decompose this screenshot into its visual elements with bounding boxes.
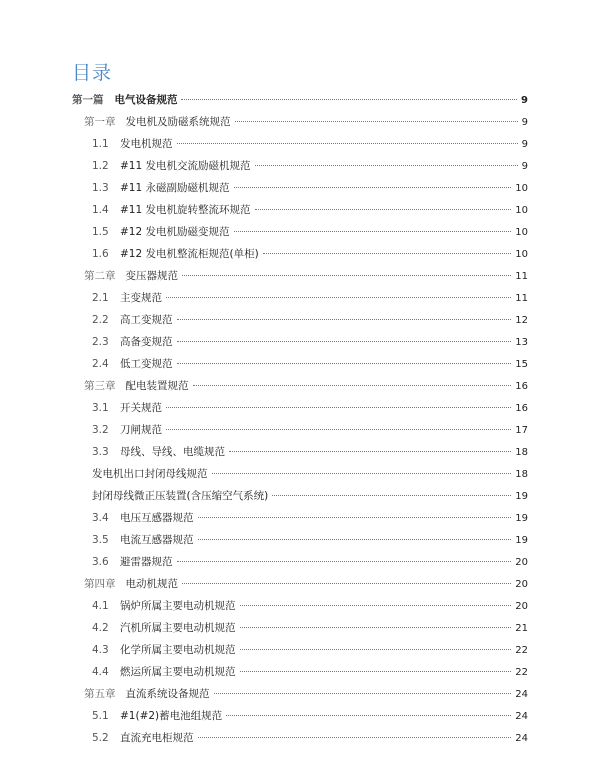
toc-entry-number: 第一篇: [72, 94, 104, 106]
toc-entry[interactable]: [92, 290, 528, 306]
toc-entry-text: 电流互感器规范: [120, 534, 194, 546]
leader-dots: [240, 671, 512, 672]
toc-entry[interactable]: [72, 92, 528, 108]
toc-entry-number: 3.2: [92, 424, 109, 436]
toc-entry-text: 封闭母线微正压装置(含压缩空气系统): [92, 490, 269, 502]
toc-entry-page: 9: [521, 95, 528, 106]
toc-entry-number: 第二章: [84, 270, 116, 282]
toc-entry-text: 高备变规范: [120, 336, 173, 348]
toc-entry[interactable]: [84, 686, 528, 702]
toc-entry-page: 10: [515, 249, 528, 260]
toc-entry[interactable]: [92, 136, 528, 152]
toc-entry[interactable]: [92, 312, 528, 328]
leader-dots: [193, 385, 512, 386]
leader-dots: [177, 341, 512, 342]
toc-entry-page: 24: [515, 733, 528, 744]
toc-entry-text: #1(#2)蓄电池组规范: [120, 710, 223, 722]
toc-entry-text: #11 发电机旋转整流环规范: [120, 204, 251, 216]
toc-entry[interactable]: [92, 180, 528, 196]
toc-entry-page: 11: [515, 293, 528, 304]
leader-dots: [212, 473, 512, 474]
toc-entry-page: 24: [515, 711, 528, 722]
toc-entry-number: 3.4: [92, 512, 109, 524]
toc-entry-page: 21: [515, 623, 528, 634]
toc-entry-page: 17: [515, 425, 528, 436]
toc-entry-text: 汽机所属主要电动机规范: [120, 622, 236, 634]
toc-entry[interactable]: [92, 422, 528, 438]
toc-entry-page: 10: [515, 227, 528, 238]
toc-entry-number: 2.3: [92, 336, 109, 348]
toc-entry[interactable]: [92, 532, 528, 548]
toc-entry-number: 第三章: [84, 380, 116, 392]
toc-entry-text: #11 发电机交流励磁机规范: [120, 160, 251, 172]
toc-entry-number: 1.6: [92, 248, 109, 260]
leader-dots: [263, 253, 512, 254]
toc-entry-text: #12 发电机整流柜规范(单柜): [120, 248, 259, 260]
toc-entry-text: 避雷器规范: [120, 556, 173, 568]
toc-entry-number: 第一章: [84, 116, 116, 128]
toc-entry[interactable]: [92, 554, 528, 570]
toc-entry-number: 2.1: [92, 292, 109, 304]
toc-entry-page: 13: [515, 337, 528, 348]
leader-dots: [181, 99, 517, 100]
toc-entry[interactable]: [92, 620, 528, 636]
toc-entry-page: 20: [515, 557, 528, 568]
leader-dots: [240, 627, 512, 628]
toc-entry[interactable]: [92, 708, 528, 724]
toc-entry-page: 19: [515, 491, 528, 502]
toc-entry-number: 5.1: [92, 710, 109, 722]
toc-entry[interactable]: [92, 356, 528, 372]
toc-entry-page: 10: [515, 205, 528, 216]
toc-entry-page: 20: [515, 579, 528, 590]
toc-entry-text: 直流系统设备规范: [125, 688, 210, 700]
toc-entry-number: 2.4: [92, 358, 109, 370]
leader-dots: [182, 275, 511, 276]
toc-entry-page: 24: [515, 689, 528, 700]
toc-entry-text: 配电装置规范: [125, 380, 189, 392]
toc-entry-number: 1.3: [92, 182, 109, 194]
toc-entry[interactable]: [92, 598, 528, 614]
toc-entry-page: 16: [515, 381, 528, 392]
toc-entry-number: 4.4: [92, 666, 109, 678]
toc-entry-text: 燃运所属主要电动机规范: [120, 666, 236, 678]
leader-dots: [235, 121, 518, 122]
toc-entry-text: 发电机规范: [120, 138, 173, 150]
toc-entry-text: #12 发电机励磁变规范: [120, 226, 230, 238]
toc-entry-text: 低工变规范: [120, 358, 173, 370]
toc-entry-page: 15: [515, 359, 528, 370]
toc-entry-text: 直流充电柜规范: [120, 732, 194, 744]
toc-entry-number: 3.6: [92, 556, 109, 568]
leader-dots: [240, 649, 512, 650]
toc-entry-text: 刀闸规范: [120, 424, 162, 436]
toc-entry[interactable]: [84, 114, 528, 130]
toc-entry[interactable]: [92, 444, 528, 460]
toc-entry[interactable]: [92, 224, 528, 240]
leader-dots: [166, 407, 511, 408]
leader-dots: [182, 583, 511, 584]
toc-entry-number: 1.4: [92, 204, 109, 216]
leader-dots: [240, 605, 512, 606]
leader-dots: [214, 693, 512, 694]
toc-entry-number: 3.5: [92, 534, 109, 546]
leader-dots: [234, 187, 512, 188]
toc-entry-text: 电压互感器规范: [120, 512, 194, 524]
toc-entry-page: 22: [515, 667, 528, 678]
toc-entry[interactable]: [84, 378, 528, 394]
toc-entry[interactable]: [92, 466, 528, 482]
leader-dots: [198, 539, 512, 540]
leader-dots: [177, 363, 512, 364]
toc-entry-text: 锅炉所属主要电动机规范: [120, 600, 236, 612]
toc-entry-text: 变压器规范: [125, 270, 179, 282]
toc-entry-text: #11 永磁副励磁机规范: [120, 182, 230, 194]
leader-dots: [255, 165, 518, 166]
leader-dots: [234, 231, 512, 232]
leader-dots: [198, 517, 512, 518]
toc-entry-page: 12: [515, 315, 528, 326]
leader-dots: [166, 429, 511, 430]
toc-entry[interactable]: [92, 400, 528, 416]
toc-entry[interactable]: [92, 664, 528, 680]
toc-entry-number: 第五章: [84, 688, 116, 700]
toc-entry-page: 19: [515, 513, 528, 524]
toc-entry-number: 1.1: [92, 138, 109, 150]
toc-entry-text: 发电机出口封闭母线规范: [92, 468, 208, 480]
toc-entry[interactable]: [92, 158, 528, 174]
toc-entry-page: 16: [515, 403, 528, 414]
toc-entry-page: 18: [515, 469, 528, 480]
toc-entry[interactable]: [92, 642, 528, 658]
toc-entry-page: 11: [515, 271, 528, 282]
toc-entry-text: 电气设备规范: [114, 94, 178, 106]
toc-entry[interactable]: [92, 730, 528, 746]
toc-entry-number: 5.2: [92, 732, 109, 744]
leader-dots: [255, 209, 512, 210]
toc-entry-text: 发电机及励磁系统规范: [125, 116, 231, 128]
toc-entry-page: 22: [515, 645, 528, 656]
toc-entry-page: 20: [515, 601, 528, 612]
leader-dots: [198, 737, 512, 738]
toc-entry-page: 19: [515, 535, 528, 546]
leader-dots: [177, 143, 518, 144]
toc-entry-number: 1.2: [92, 160, 109, 172]
toc-entry-page: 10: [515, 183, 528, 194]
leader-dots: [272, 495, 511, 496]
toc-entry-number: 4.3: [92, 644, 109, 656]
toc-entry[interactable]: [84, 576, 528, 592]
toc-entry[interactable]: [92, 488, 528, 504]
leader-dots: [166, 297, 511, 298]
toc-entry-number: 3.1: [92, 402, 109, 414]
toc-entry-number: 1.5: [92, 226, 109, 238]
toc-entry-number: 第四章: [84, 578, 116, 590]
toc-entry-number: 4.1: [92, 600, 109, 612]
toc-entry-page: 9: [521, 139, 528, 150]
toc-entry[interactable]: [92, 334, 528, 350]
toc-entry-page: 9: [521, 161, 528, 172]
toc-entry-text: 高工变规范: [120, 314, 173, 326]
toc-entry-page: 18: [515, 447, 528, 458]
toc-entry-text: 主变规范: [120, 292, 162, 304]
leader-dots: [177, 319, 512, 320]
leader-dots: [229, 451, 511, 452]
leader-dots: [226, 715, 511, 716]
leader-dots: [177, 561, 512, 562]
toc-entry-text: 化学所属主要电动机规范: [120, 644, 236, 656]
toc-entry[interactable]: [92, 202, 528, 218]
toc-title: 目录: [72, 62, 113, 84]
toc-entry-text: 母线、导线、电缆规范: [120, 446, 225, 458]
toc-entry[interactable]: [92, 510, 528, 526]
toc-entry-page: 9: [521, 117, 528, 128]
toc-entry-text: 开关规范: [120, 402, 162, 414]
toc-entry[interactable]: [84, 268, 528, 284]
toc-entry-number: 3.3: [92, 446, 109, 458]
toc-entry-number: 4.2: [92, 622, 109, 634]
toc-entry[interactable]: [92, 246, 528, 262]
toc-entry-number: 2.2: [92, 314, 109, 326]
toc-entry-text: 电动机规范: [125, 578, 179, 590]
